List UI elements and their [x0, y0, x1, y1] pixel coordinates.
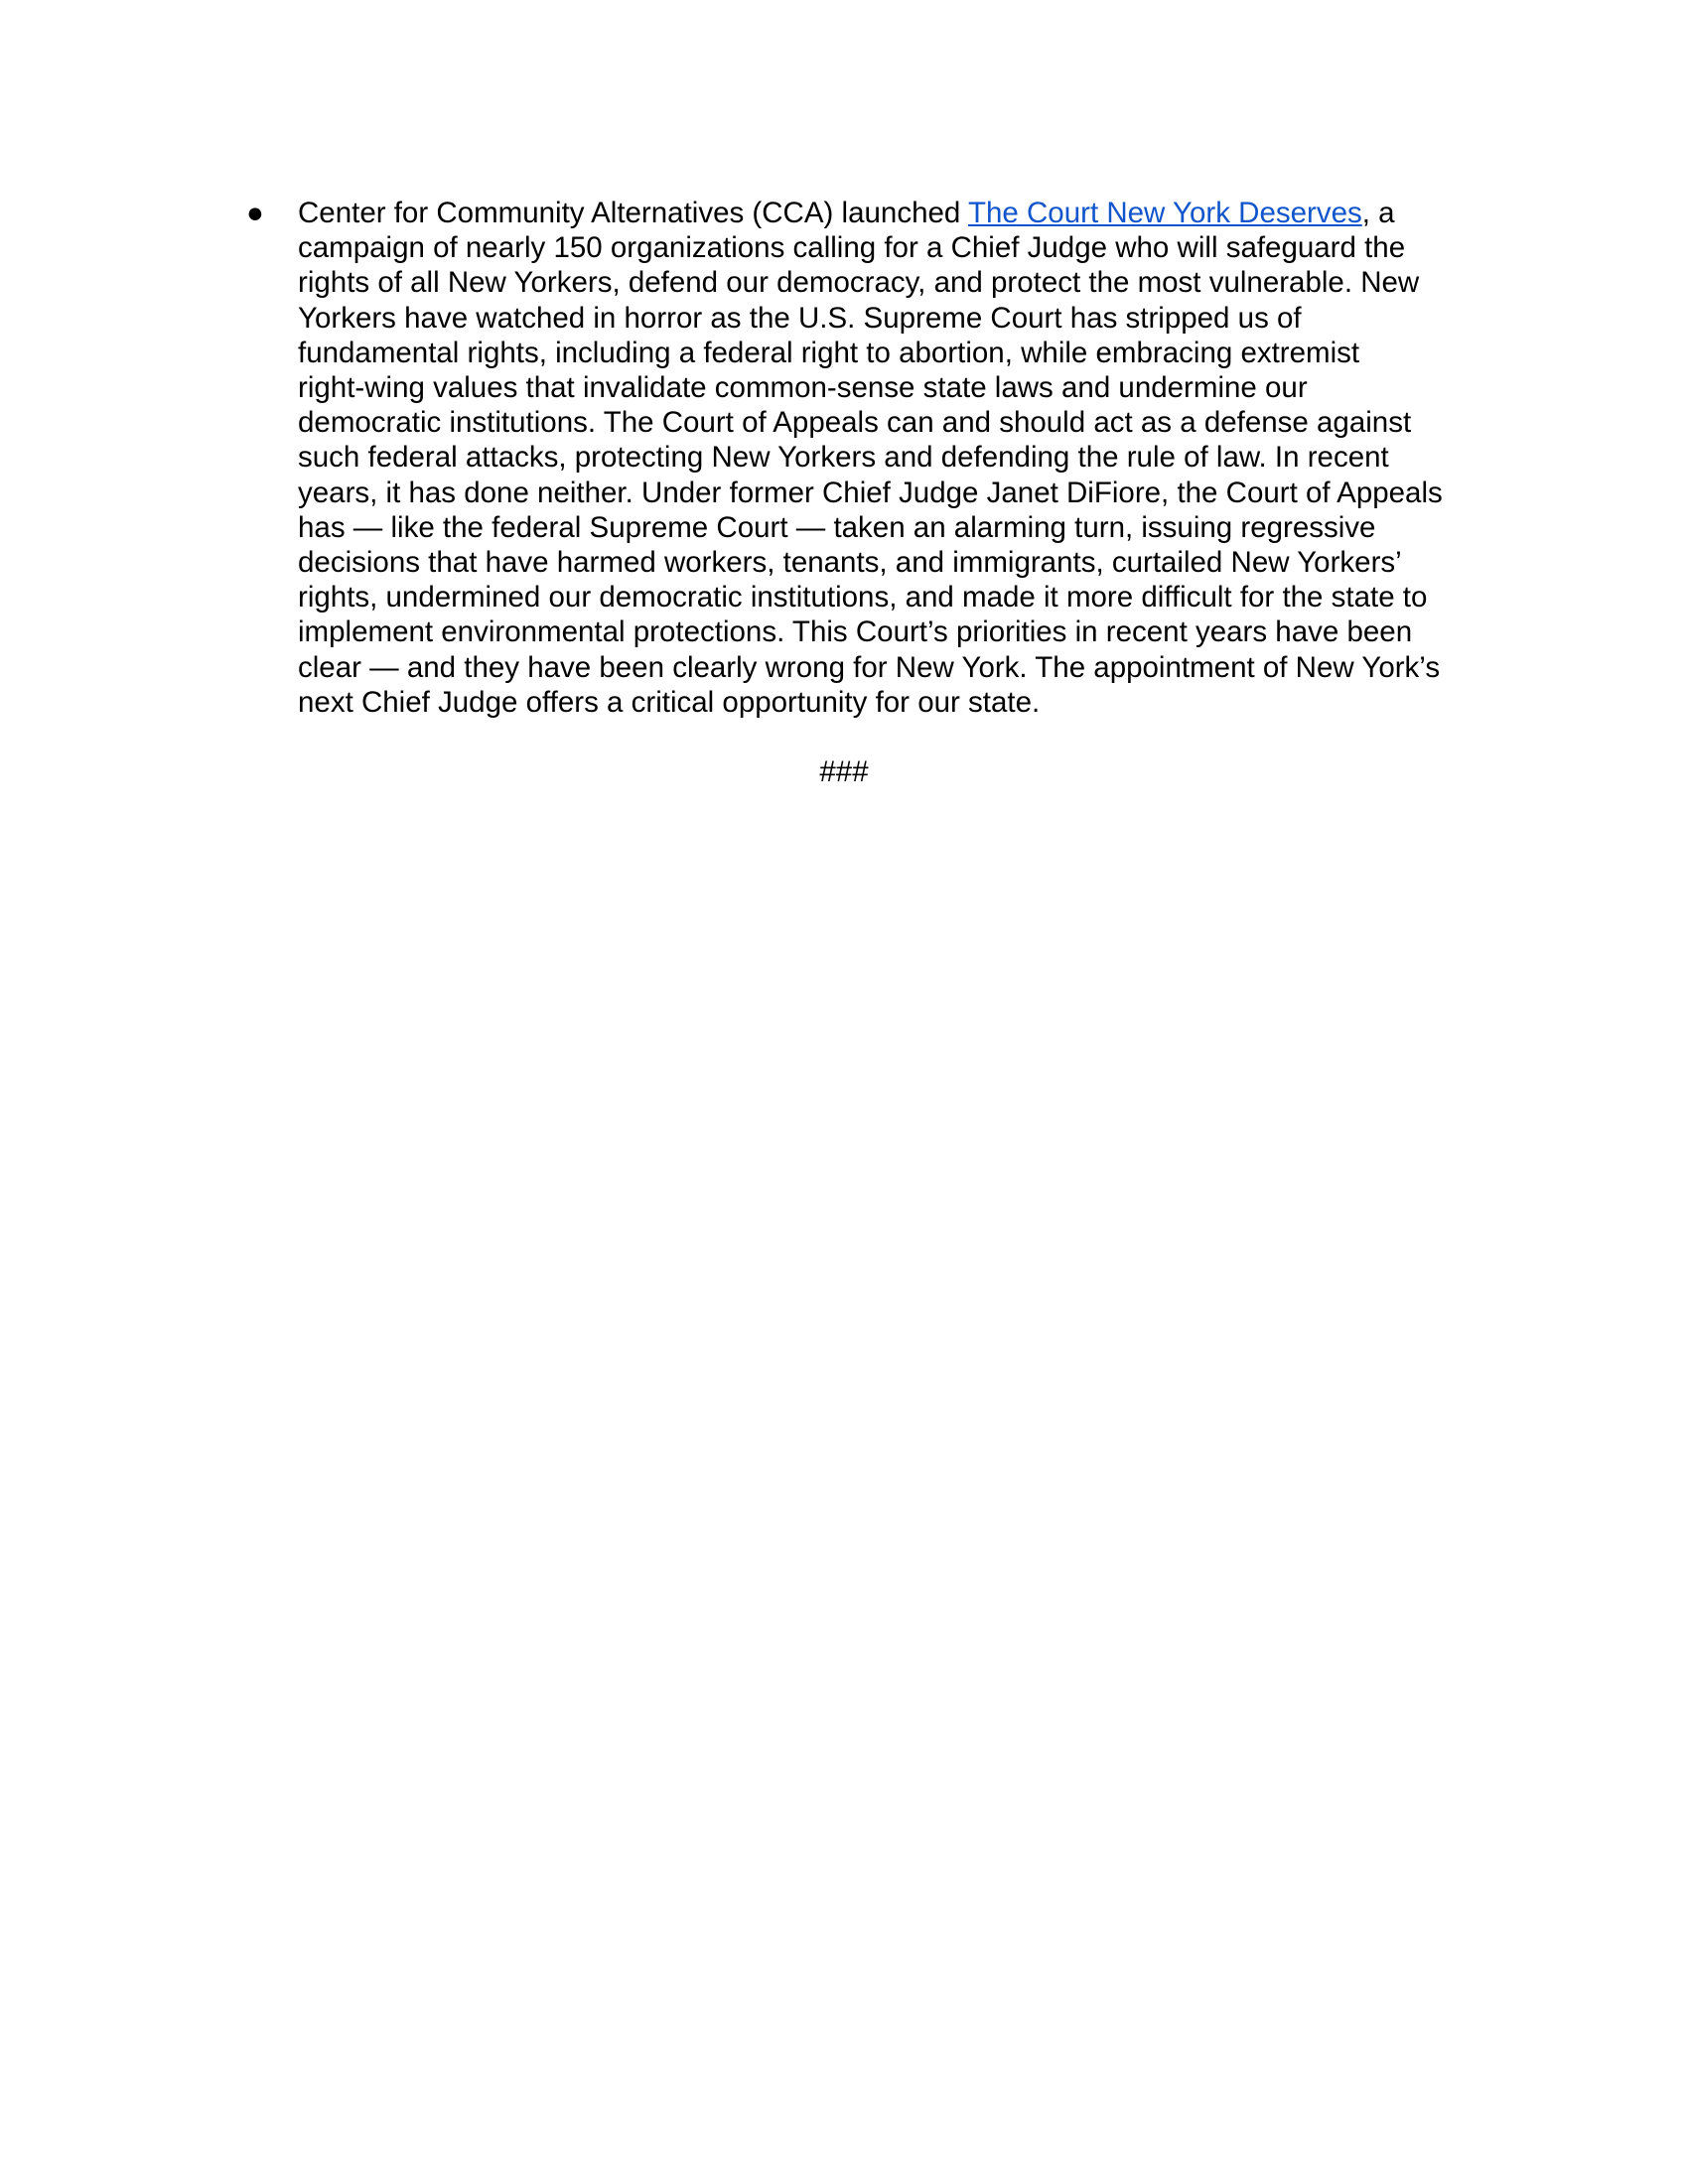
bullet-list	[246, 196, 1489, 720]
bullet-text-body: , a campaign of nearly 150 organizations calling for a Chief Judge who will safeguard the rights of all New Yorkers, defend our democracy, and protect the most vulnerable. New Yorkers have watched in horror as the U.S. Supreme Court has stripped us of fundamental rights, including a federal right to abortion, while embracing extremist right-wing values that invalidate common-sense state laws and undermine our democratic institutions. The Court of Appeals can and should act as a defense against such federal attacks, protecting New Yorkers and defending the rule of law. In recent years, it has done neither. Under former Chief Judge Janet DiFiore, the Court of Appeals has — like the federal Supreme Court — taken an alarming turn, issuing regressive decisions that have harmed workers, tenants, and immigrants, curtailed New Yorkers’ rights, undermined our democratic institutions, and made it more difficult for the state to implement environmental protections. This Court’s priorities in recent years have been clear — and they have been clearly wrong for New York. The appointment of New York’s next Chief Judge offers a critical opportunity for our state.	[298, 197, 1443, 719]
bullet-item-cca-campaign	[246, 196, 1489, 720]
court-new-york-deserves-link[interactable]: The Court New York Deserves	[967, 197, 1362, 229]
end-of-release-mark: ###	[819, 755, 869, 788]
bullet-marker-icon: ●	[246, 197, 264, 229]
bullet-text-intro: Center for Community Alternatives (CCA) launched	[298, 197, 968, 229]
